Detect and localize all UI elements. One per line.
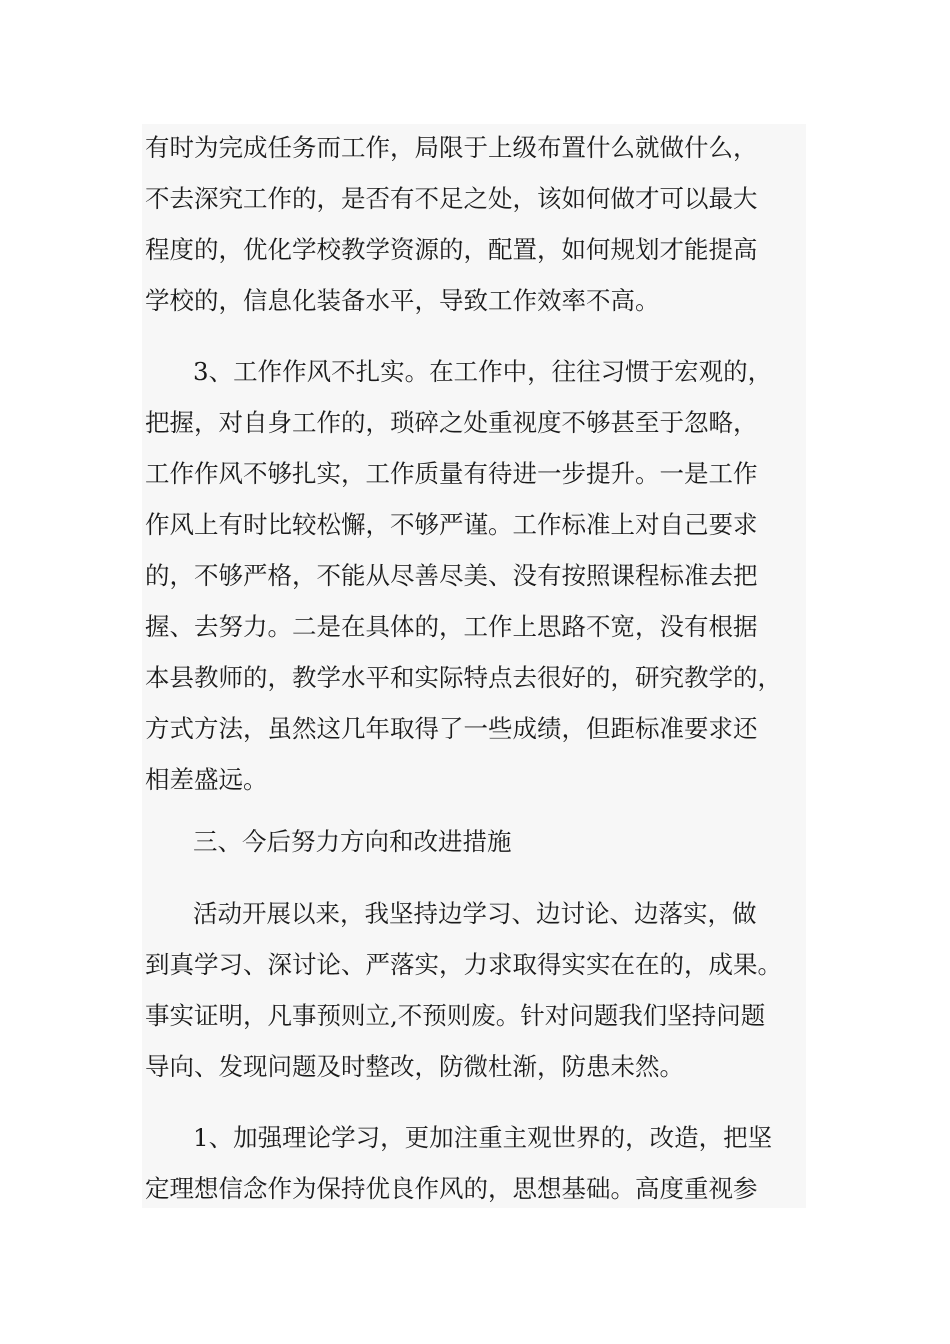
text-line: 方式方法，虽然这几年取得了一些成绩，但距标准要求还: [145, 714, 758, 743]
text-line: 定理想信念作为保持优良作风的，思想基础。高度重视参: [145, 1174, 758, 1203]
text-line: 握、去努力。二是在具体的，工作上思路不宽，没有根据: [145, 612, 758, 641]
text-line: 的，不够严格，不能从尽善尽美、没有按照课程标准去把: [145, 561, 758, 590]
text-line: 本县教师的，教学水平和实际特点去很好的，研究教学的，: [145, 663, 782, 692]
text-line: 导向、发现问题及时整改，防微杜渐，防患未然。: [145, 1052, 684, 1081]
text-line: 到真学习、深讨论、严落实，力求取得实实在在的，成果。: [145, 950, 782, 979]
paragraph-first-line: 3、工作作风不扎实。在工作中，往往习惯于宏观的，: [193, 357, 773, 386]
text-line: 学校的，信息化装备水平，导致工作效率不高。: [145, 286, 660, 315]
text-line: 事实证明，凡事预则立,不预则废。针对问题我们坚持问题: [145, 1001, 766, 1030]
document-page: [142, 124, 806, 1208]
text-line: 有时为完成任务而工作，局限于上级布置什么就做什么，: [145, 133, 758, 162]
text-line: 作风上有时比较松懈，不够严谨。工作标准上对自己要求: [145, 510, 758, 539]
text-line: 相差盛远。: [145, 765, 268, 794]
paragraph-first-line: 活动开展以来，我坚持边学习、边讨论、边落实，做: [193, 899, 757, 928]
text-line: 工作作风不够扎实，工作质量有待进一步提升。一是工作: [145, 459, 758, 488]
text-line: 程度的，优化学校教学资源的，配置，如何规划才能提高: [145, 235, 758, 264]
paragraph-first-line: 1、加强理论学习，更加注重主观世界的，改造，把坚: [193, 1123, 773, 1152]
text-line: 把握，对自身工作的，琐碎之处重视度不够甚至于忽略，: [145, 408, 758, 437]
text-line: 不去深究工作的，是否有不足之处，该如何做才可以最大: [145, 184, 758, 213]
section-heading: 三、今后努力方向和改进措施: [193, 827, 512, 856]
